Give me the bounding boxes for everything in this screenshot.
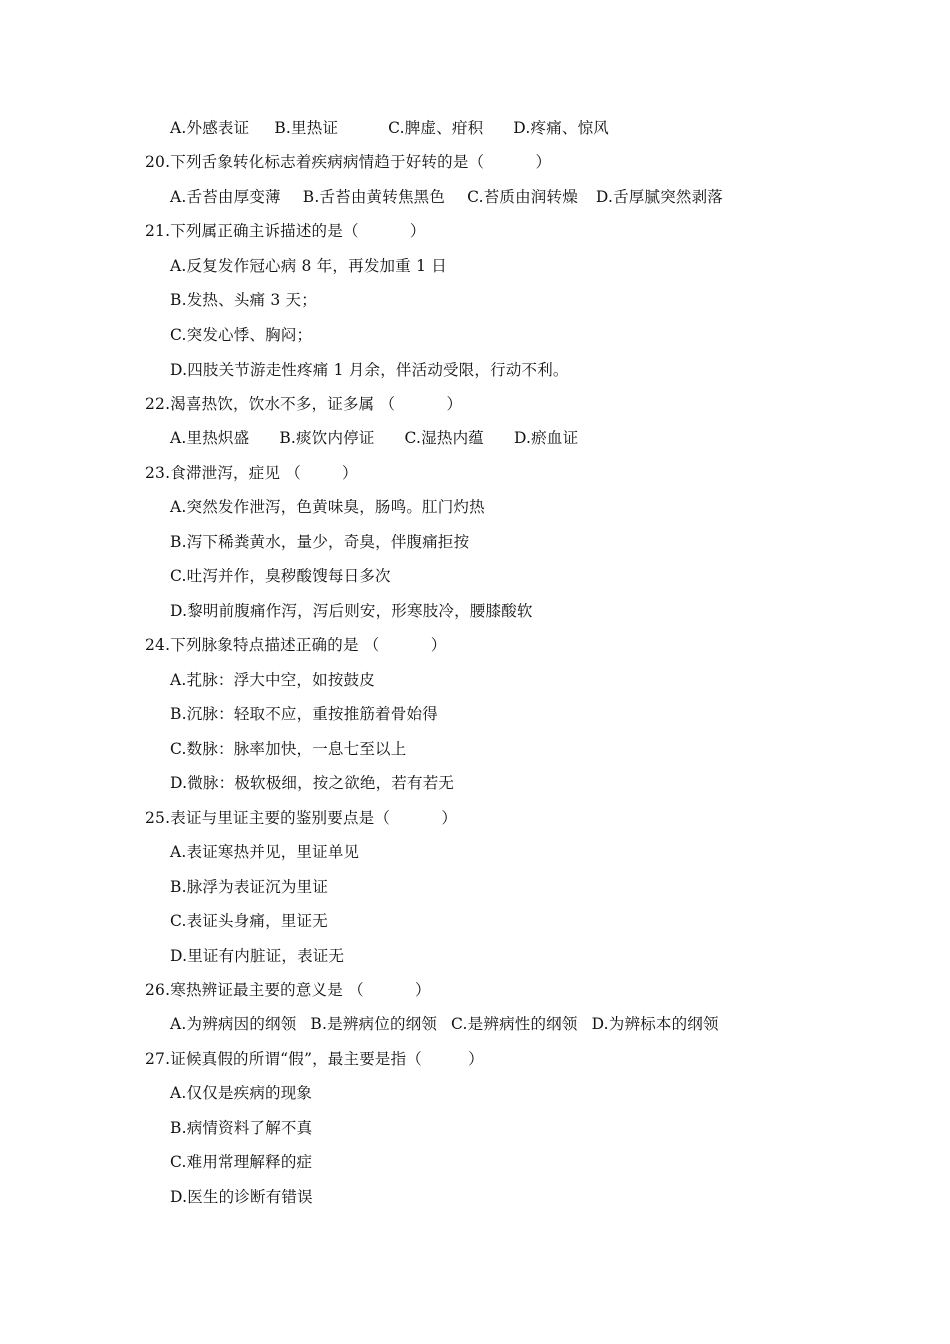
answer-option: C.表证头身痛，里证无	[170, 912, 328, 930]
answer-options-row	[170, 186, 723, 208]
answer-option: A.外感表证	[170, 119, 250, 137]
answer-option: A.仅仅是疾病的现象	[170, 1084, 313, 1102]
answer-option: B.病情资料了解不真	[170, 1119, 313, 1137]
question-text: 24.下列脉象特点描述正确的是 （ ）	[145, 636, 447, 654]
answer-option: B.里热证	[274, 119, 339, 137]
answer-options-row	[170, 427, 578, 449]
answer-option: D.疼痛、惊风	[513, 119, 609, 137]
answer-option: B.泻下稀粪黄水，量少，奇臭，伴腹痛拒按	[170, 533, 470, 551]
answer-option: B.是辨病位的纲领	[310, 1015, 438, 1033]
answer-option: D.四肢关节游走性疼痛 1 月余，伴活动受限，行动不利。	[170, 361, 569, 379]
answer-option: D.微脉：极软极细，按之欲绝，若有若无	[170, 774, 455, 792]
answer-option: D.医生的诊断有错误	[170, 1188, 313, 1206]
answer-option: B.沉脉：轻取不应，重按推筋着骨始得	[170, 705, 438, 723]
question-text: 27.证候真假的所谓“假”，最主要是指（ ）	[145, 1050, 484, 1068]
answer-option: C.吐泻并作，臭秽酸馊每日多次	[170, 567, 391, 585]
answer-option: C.苔质由润转燥	[467, 188, 578, 206]
answer-option: C.是辨病性的纲领	[451, 1015, 578, 1033]
answer-option: C.数脉：脉率加快，一息七至以上	[170, 740, 407, 758]
answer-option: A.里热炽盛	[170, 429, 250, 447]
question-text: 25.表证与里证主要的鉴别要点是（ ）	[145, 809, 458, 827]
answer-option: C.湿热内蕴	[404, 429, 484, 447]
answer-options-row	[170, 117, 609, 139]
answer-options-row	[170, 1013, 719, 1035]
question-text: 20.下列舌象转化标志着疾病病情趋于好转的是（ ）	[145, 153, 552, 171]
answer-option: D.黎明前腹痛作泻，泻后则安，形寒肢冷，腰膝酸软	[170, 602, 533, 620]
answer-option: D.瘀血证	[513, 429, 579, 447]
answer-option: D.里证有内脏证，表证无	[170, 947, 345, 965]
answer-option: D.舌厚腻突然剥落	[595, 188, 724, 206]
question-text: 22.渴喜热饮，饮水不多，证多属 （ ）	[145, 395, 463, 413]
answer-option: A.舌苔由厚变薄	[170, 188, 281, 206]
answer-option: C.突发心悸、胸闷；	[170, 326, 313, 344]
answer-option: C.脾虚、疳积	[388, 119, 484, 137]
answer-option: D.为辨标本的纲领	[591, 1015, 719, 1033]
answer-option: B.发热、头痛 3 天；	[170, 291, 317, 309]
answer-option: B.舌苔由黄转焦黑色	[302, 188, 446, 206]
answer-option: C.难用常理解释的症	[170, 1153, 313, 1171]
question-text: 26.寒热辨证最主要的意义是 （ ）	[145, 981, 431, 999]
question-text: 23.食滞泄泻，症见 （ ）	[145, 464, 358, 482]
answer-option: A.反复发作冠心病 8 年，再发加重 1 日	[170, 257, 447, 275]
answer-option: B.脉浮为表证沉为里证	[170, 878, 329, 896]
answer-option: A.表证寒热并见，里证单见	[170, 843, 360, 861]
answer-option: A.突然发作泄泻，色黄味臭，肠鸣。肛门灼热	[170, 498, 485, 516]
answer-option: A.为辨病因的纲领	[170, 1015, 297, 1033]
answer-option: A.芤脉：浮大中空，如按鼓皮	[170, 671, 375, 689]
question-text: 21.下列属正确主诉描述的是（ ）	[145, 222, 426, 240]
answer-option: B.痰饮内停证	[279, 429, 375, 447]
